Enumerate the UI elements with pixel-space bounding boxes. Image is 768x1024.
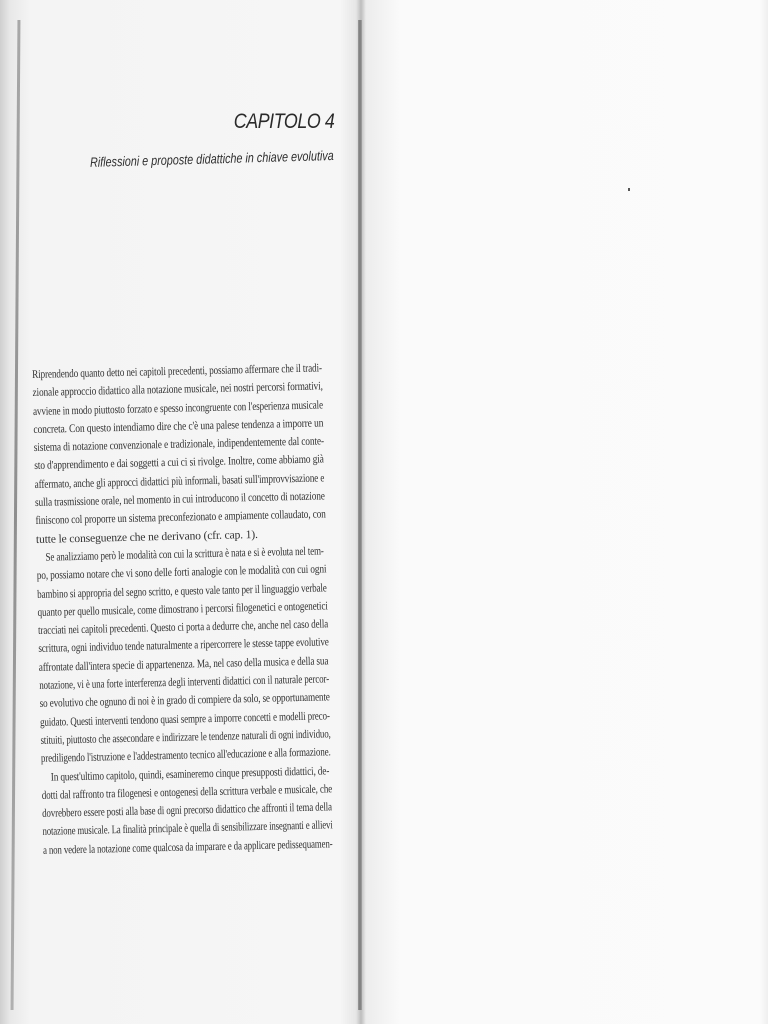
body-line: In quest'ultimo capitolo, quindi, esamineremo cinque presupposti didattici, de- — [50, 763, 330, 784]
body-line: so evolutivo che ognuno di noi è in grado di compiere da solo, se opportunamente — [39, 690, 330, 711]
body-line: tutte le conseguenze che ne derivano (cfr. cap. 1). — [35, 527, 258, 546]
body-line: notazione musicale. La finalità principale è quella di sensibilizzare insegnanti e allievi — [42, 818, 333, 839]
body-line: zionale approccio didattico alla notazione musicale, nei nostri percorsi formativi, — [32, 379, 323, 400]
scan-speck — [628, 188, 630, 191]
body-line: concreta. Con questo intendiamo dire che c'è una palese tendenza a imporre un — [33, 416, 324, 436]
chapter-heading: CAPITOLO 4 — [233, 110, 334, 133]
body-line: dovrebbero essere posti alla base di ogni precorso didattico che affronti il tema della — [42, 800, 333, 821]
body-line: a non vedere la notazione come qualcosa da imparare e da applicare pedissequamen- — [42, 837, 333, 857]
body-line: guidato. Questi interventi tendono quasi sempre a imporre concetti e modelli preco- — [39, 708, 330, 729]
body-line: quanto per quello musicale, come dimostrano i percorsi filogenetici e ontogenetici — [37, 599, 328, 619]
body-line: sulla trasmissione orale, nel momento in cui introducono il concetto di notazione — [34, 489, 325, 510]
body-line: dotti dal raffronto tra filogenesi e ontogenesi della scrittura verbale e musicale, che — [41, 782, 333, 802]
body-line: po, possiamo notare che vi sono delle forti analogie con le modalità con cui ogni — [36, 562, 327, 583]
body-line: finiscono col proporre un sistema preconfezionato e ampiamente collaudato, con — [35, 507, 326, 528]
body-line: tracciati nei capitoli precedenti. Questo ci porta a dedurre che, anche nel caso della — [37, 617, 329, 638]
body-text — [32, 359, 333, 859]
body-line: Se analizziamo però le modalità con cui la scrittura è nata e si è evoluta nel tem- — [45, 544, 324, 564]
body-line: sto d'apprendimento e dai soggetti a cui ci si rivolge. Inoltre, come abbiamo già — [34, 452, 324, 473]
body-line: avviene in modo piuttosto forzato e spesso incongruente con l'esperienza musicale — [32, 398, 324, 418]
body-line: Riprendendo quanto detto nei capitoli precedenti, possiamo affermare che il tradi- — [32, 361, 323, 381]
body-line: bambino si appropria del segno scritto, e questo vale tanto per il linguaggio verbale — [37, 580, 327, 601]
body-line: sistema di notazione convenzionale e tradizionale, indipendentemente dal conte- — [33, 434, 325, 455]
book-gutter — [358, 20, 362, 1010]
body-line: scrittura, ogni individuo tende naturalmente a ripercorrere le stesse tappe evolutive — [38, 635, 329, 656]
left-page — [24, 40, 354, 1000]
chapter-subtitle: Riflessioni e proposte didattiche in chiave evolutiva — [90, 148, 335, 170]
body-line: stituiti, piuttosto che assecondare e indirizzare le tendenze naturali di ogni individuo, — [40, 727, 331, 747]
body-line: notazione, vi è una forte interferenza degli interventi didattici con il naturale percor- — [39, 672, 330, 692]
body-line: affrontate dall'intera specie di appartenenza. Ma, nel caso della musica e della sua — [38, 654, 329, 674]
body-line: prediligendo l'istruzione e l'addestramento tecnico all'educazione e alla formazione. — [40, 745, 331, 766]
body-line: affermato, anche gli approcci didattici più informali, basati sull'improvvisazione e — [34, 471, 325, 491]
